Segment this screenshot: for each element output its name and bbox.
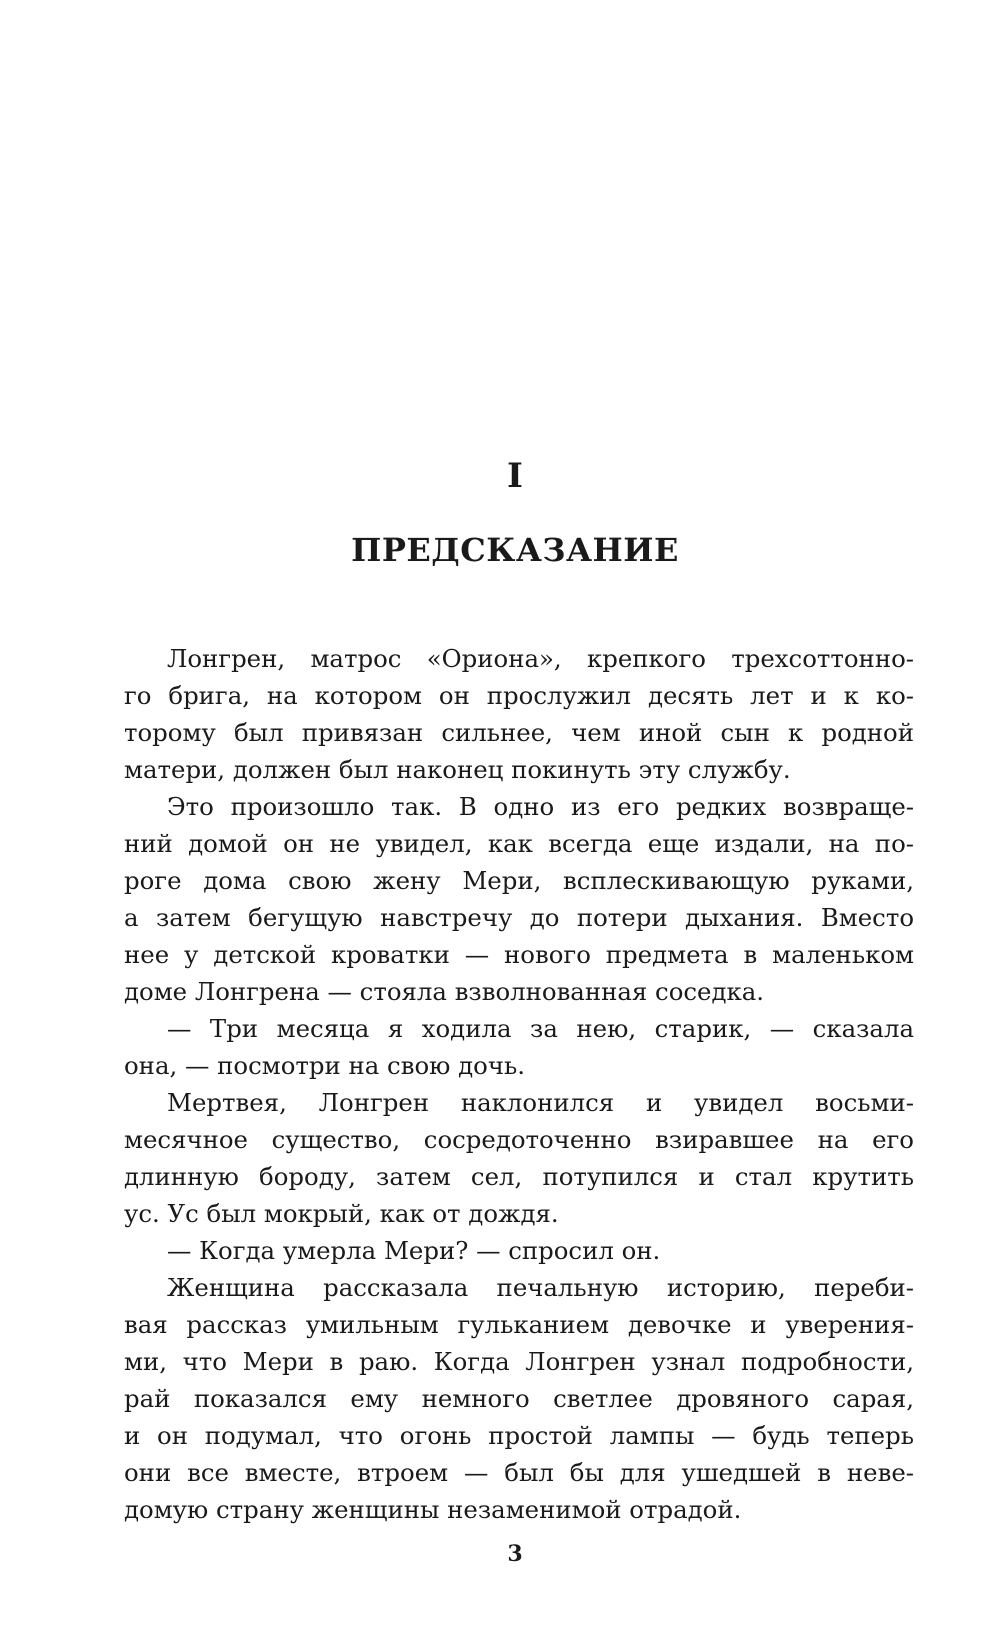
chapter-title: ПРЕДСКАЗАНИЕ — [351, 531, 679, 569]
text-line: вая рассказ умильным гульканием девочке и уверения- — [124, 1310, 914, 1339]
text-line: доме Лонгрена — стояла взволнованная соседка. — [124, 977, 765, 1006]
text-line: длинную бороду, затем сел, потупился и стал крутить — [124, 1162, 914, 1191]
text-line: нее у детской кроватки — нового предмета в маленьком — [124, 940, 914, 969]
text-line: рай показался ему немного светлее дровяного сарая, — [124, 1384, 914, 1413]
text-line: — Когда умерла Мери? — спросил он. — [167, 1236, 661, 1265]
text-line: домую страну женщины незаменимой отрадой. — [124, 1495, 742, 1524]
page-number: 3 — [507, 1541, 523, 1567]
text-line: Лонгрен, матрос «Ориона», крепкого трехсоттонно- — [167, 644, 914, 673]
text-line: она, — посмотри на свою дочь. — [124, 1051, 525, 1080]
text-line: месячное существо, сосредоточенно взиравшее на его — [124, 1125, 914, 1154]
text-line: роге дома свою жену Мери, всплескивающую руками, — [124, 866, 914, 895]
text-line: ний домой он не увидел, как всегда еще издали, на по- — [124, 829, 914, 858]
text-line: ус. Ус был мокрый, как от дождя. — [124, 1199, 559, 1228]
text-line: торому был привязан сильнее, чем иной сын к родной — [124, 718, 914, 747]
text-line: Мертвея, Лонгрен наклонился и увидел восьми- — [167, 1088, 914, 1117]
chapter-body — [124, 640, 914, 1528]
chapter-number: I — [507, 456, 523, 496]
text-line: они все вместе, втроем — был бы для ушедшей в неве- — [124, 1458, 914, 1487]
text-line: Это произошло так. В одно из его редких возвраще- — [167, 792, 914, 821]
text-line: го брига, на котором он прослужил десять лет и к ко- — [124, 681, 914, 710]
text-line: ми, что Мери в раю. Когда Лонгрен узнал подробности, — [124, 1347, 914, 1376]
text-line: и он подумал, что огонь простой лампы — будь теперь — [124, 1421, 914, 1450]
text-line: — Три месяца я ходила за нею, старик, — сказала — [167, 1014, 914, 1043]
text-line: Женщина рассказала печальную историю, переби- — [167, 1273, 914, 1302]
text-line: а затем бегущую навстречу до потери дыхания. Вместо — [124, 903, 914, 932]
text-line: матери, должен был наконец покинуть эту службу. — [124, 755, 791, 784]
